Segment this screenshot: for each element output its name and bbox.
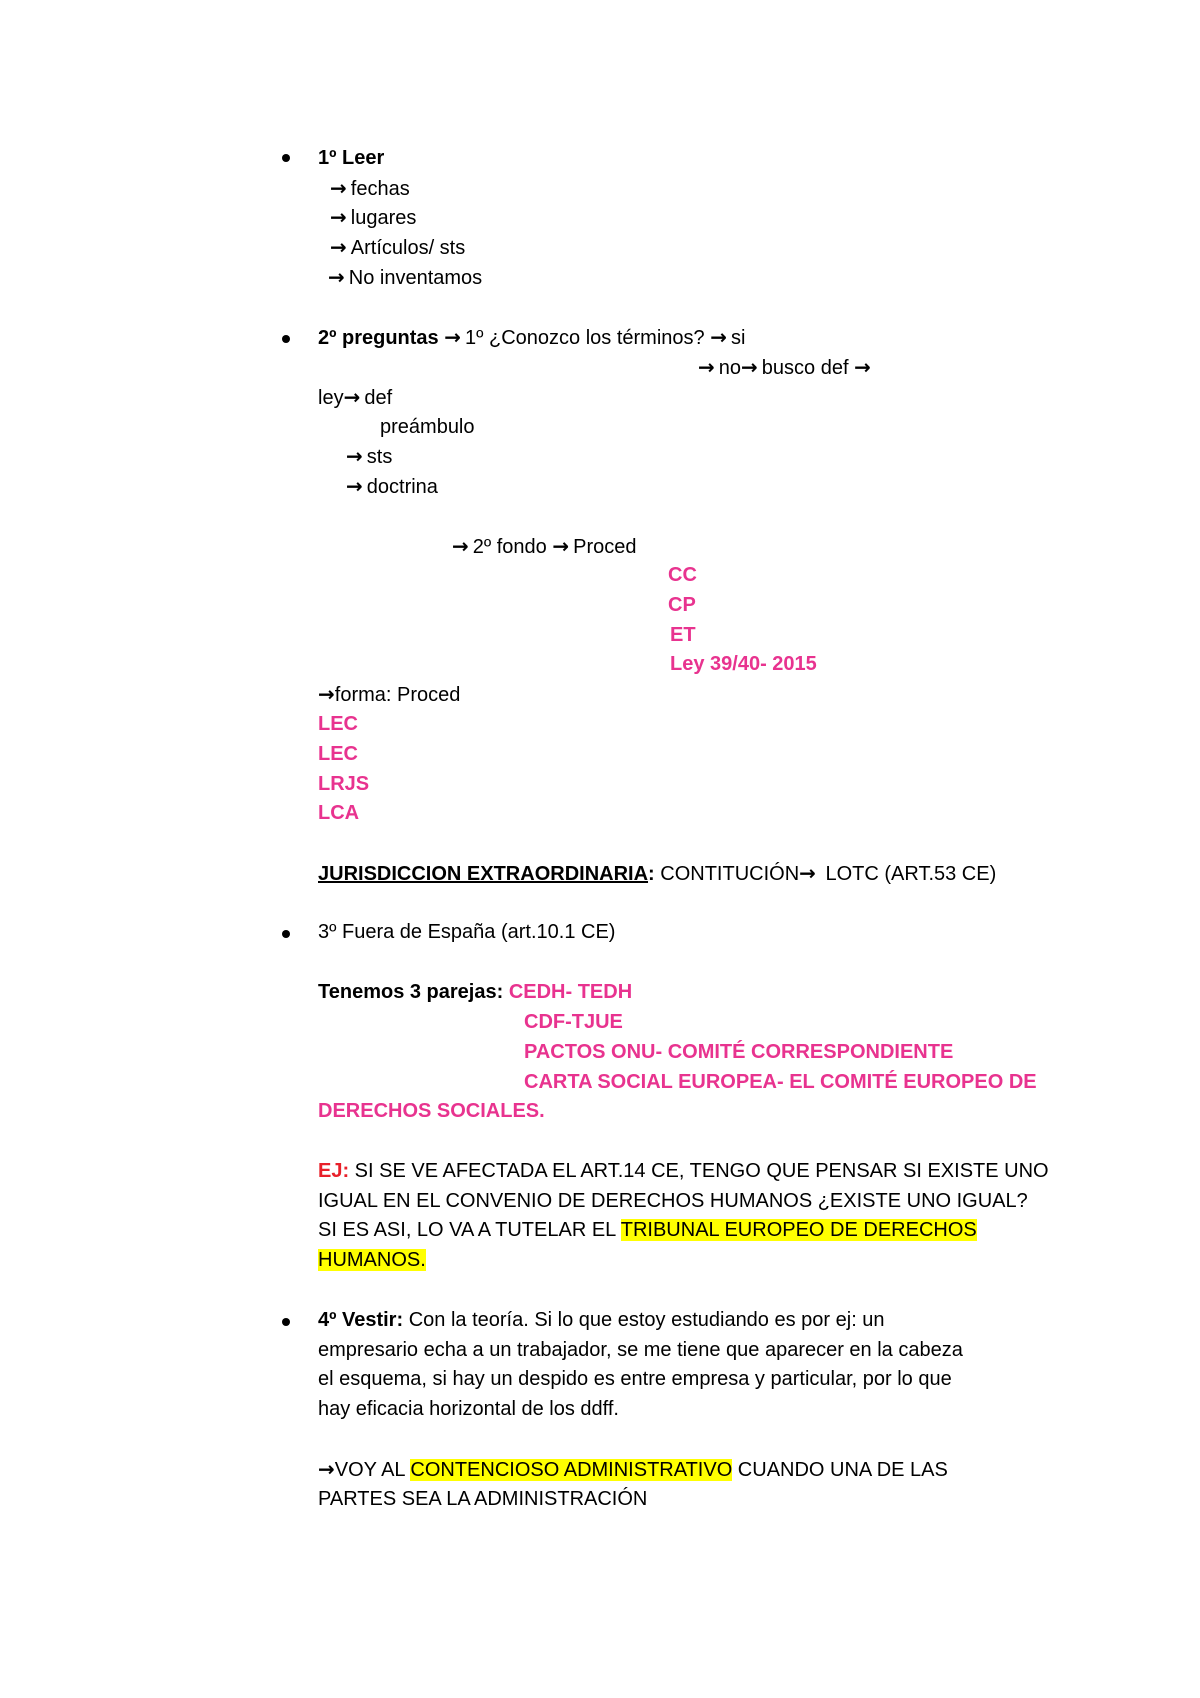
list-item: → 2º fondo → Proced — [452, 534, 637, 558]
paragraph-line: empresario echa a un trabajador, se me tiene que aparecer en la cabeza — [318, 1339, 963, 1361]
arrow-icon: → — [330, 235, 347, 259]
pair-item: DERECHOS SOCIALES. — [318, 1100, 545, 1122]
example-line: EJ: SI SE VE AFECTADA EL ART.14 CE, TENGO QUE PENSAR SI EXISTE UNO — [318, 1160, 1049, 1182]
arrow-icon: → — [452, 534, 469, 558]
arrow-icon: → — [346, 474, 363, 498]
pair-item: CARTA SOCIAL EUROPEA- EL COMITÉ EUROPEO DE — [524, 1071, 1037, 1093]
arrow-icon: → — [799, 861, 816, 885]
example-line: IGUAL EN EL CONVENIO DE DERECHOS HUMANOS ¿EXISTE UNO IGUAL? — [318, 1190, 1028, 1212]
bullet-icon — [282, 930, 290, 938]
arrow-icon: → — [552, 534, 570, 558]
arrow-icon: → — [328, 265, 345, 289]
list-item: preámbulo — [380, 416, 475, 438]
bullet-icon — [282, 154, 290, 162]
example-line: SI ES ASI, LO VA A TUTELAR EL TRIBUNAL EUROPEO DE DERECHOS — [318, 1219, 977, 1241]
arrow-icon: → — [854, 355, 871, 379]
list-item: → lugares — [330, 205, 417, 229]
arrow-icon: → — [741, 355, 758, 379]
law-label: ET — [670, 624, 696, 646]
law-label: LCA — [318, 802, 360, 824]
law-label: CP — [668, 594, 696, 616]
arrow-icon: → — [698, 355, 715, 379]
law-label: LRJS — [318, 773, 370, 795]
pair-item: PACTOS ONU- COMITÉ CORRESPONDIENTE — [524, 1041, 954, 1063]
highlight: CONTENCIOSO ADMINISTRATIVO — [410, 1459, 733, 1481]
arrow-icon: → — [343, 385, 361, 409]
paragraph-line: →VOY AL CONTENCIOSO ADMINISTRATIVO CUANDO UNA DE LAS — [318, 1457, 948, 1481]
list-item: → no→ busco def → — [698, 355, 871, 379]
highlight: HUMANOS. — [318, 1249, 426, 1271]
list-item: → fechas — [330, 176, 410, 200]
list-item: ley→ def — [318, 385, 393, 409]
bullet-icon — [282, 1318, 290, 1326]
list-item: → doctrina — [346, 474, 438, 498]
arrow-icon: → — [330, 176, 347, 200]
paragraph-line: hay eficacia horizontal de los ddff. — [318, 1398, 619, 1420]
arrow-icon: → — [444, 325, 461, 349]
list-item: → sts — [346, 444, 393, 468]
arrow-icon: → — [330, 205, 347, 229]
arrow-icon: → — [318, 1457, 335, 1481]
law-label: CC — [668, 564, 697, 586]
paragraph-line: el esquema, si hay un despido es entre empresa y particular, por lo que — [318, 1368, 952, 1390]
pairs-line: Tenemos 3 parejas: CEDH- TEDH — [318, 981, 633, 1003]
bullet-icon — [282, 335, 290, 343]
arrow-icon: → — [710, 325, 727, 349]
paragraph-line: PARTES SEA LA ADMINISTRACIÓN — [318, 1488, 648, 1510]
list-item: → No inventamos — [328, 265, 483, 289]
highlight: TRIBUNAL EUROPEO DE DERECHOS — [620, 1219, 977, 1241]
law-label: LEC — [318, 713, 358, 735]
section-4-title: 4º Vestir: Con la teoría. Si lo que estoy estudiando es por ej: un — [318, 1309, 885, 1331]
pair-item: CDF-TJUE — [524, 1011, 623, 1033]
list-item: →forma: Proced — [318, 682, 461, 706]
arrow-icon: → — [346, 444, 363, 468]
arrow-icon: → — [318, 682, 335, 706]
example-line — [318, 1246, 426, 1274]
law-label: Ley 39/40- 2015 — [670, 653, 817, 675]
law-label: LEC — [318, 743, 358, 765]
section-2-title: 2º preguntas → 1º ¿Conozco los términos? → si — [318, 325, 746, 349]
section-1-title: 1º Leer — [318, 147, 385, 169]
section-3-title: 3º Fuera de España (art.10.1 CE) — [318, 921, 616, 943]
list-item: → Artículos/ sts — [330, 235, 466, 259]
jurisdiccion-line: JURISDICCION EXTRAORDINARIA: CONTITUCIÓN→ LOTC (ART.53 CE) — [318, 861, 997, 885]
